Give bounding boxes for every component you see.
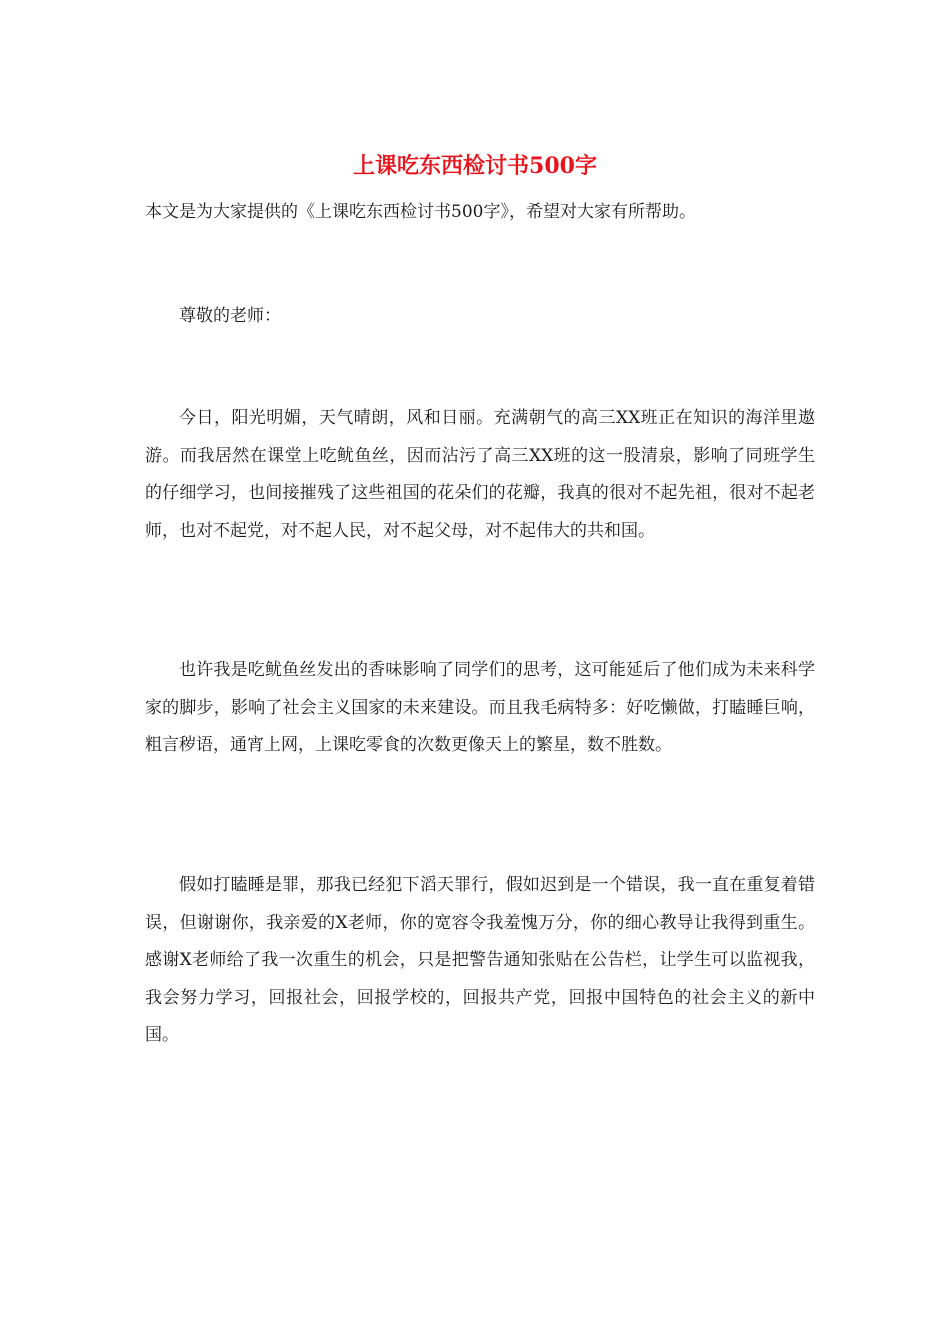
body-paragraph-3: 假如打瞌睡是罪，那我已经犯下滔天罪行，假如迟到是一个错误，我一直在重复着错误，但谢谢你，我亲爱的X老师，你的宽容令我羞愧万分，你的细心教导让我得到重生。感谢X老师给了我一次重生的机会，只是把警告通知张贴在公告栏，让学生可以监视我，我会努力学习，回报社会，回报学校的，回报共产党，回报中国特色的社会主义的新中国。 xyxy=(145,875,815,1046)
body-paragraph-1: 今日，阳光明媚，天气晴朗，风和日丽。充满朝气的高三XX班正在知识的海洋里遨游。而我居然在课堂上吃鱿鱼丝，因而沾污了高三XX班的这一股清泉，影响了同班学生的仔细学习，也间接摧残了这些祖国的花朵们的花瓣，我真的很对不起先祖，很对不起老师，也对不起党，对不起人民，对不起父母，对不起伟大的共和国。 xyxy=(145,408,815,541)
body-paragraph-2: 也许我是吃鱿鱼丝发出的香味影响了同学们的思考，这可能延后了他们成为未来科学家的脚步，影响了社会主义国家的未来建设。而且我毛病特多：好吃懒做，打瞌睡巨响，粗言秽语，通宵上网，上课吃零食的次数更像天上的繁星，数不胜数。 xyxy=(145,660,815,756)
document-title: 上课吃东西检讨书500字 xyxy=(353,153,597,179)
greeting: 尊敬的老师： xyxy=(179,306,281,326)
intro-text: 本文是为大家提供的《上课吃东西检讨书500字》，希望对大家有所帮助。 xyxy=(145,202,696,222)
